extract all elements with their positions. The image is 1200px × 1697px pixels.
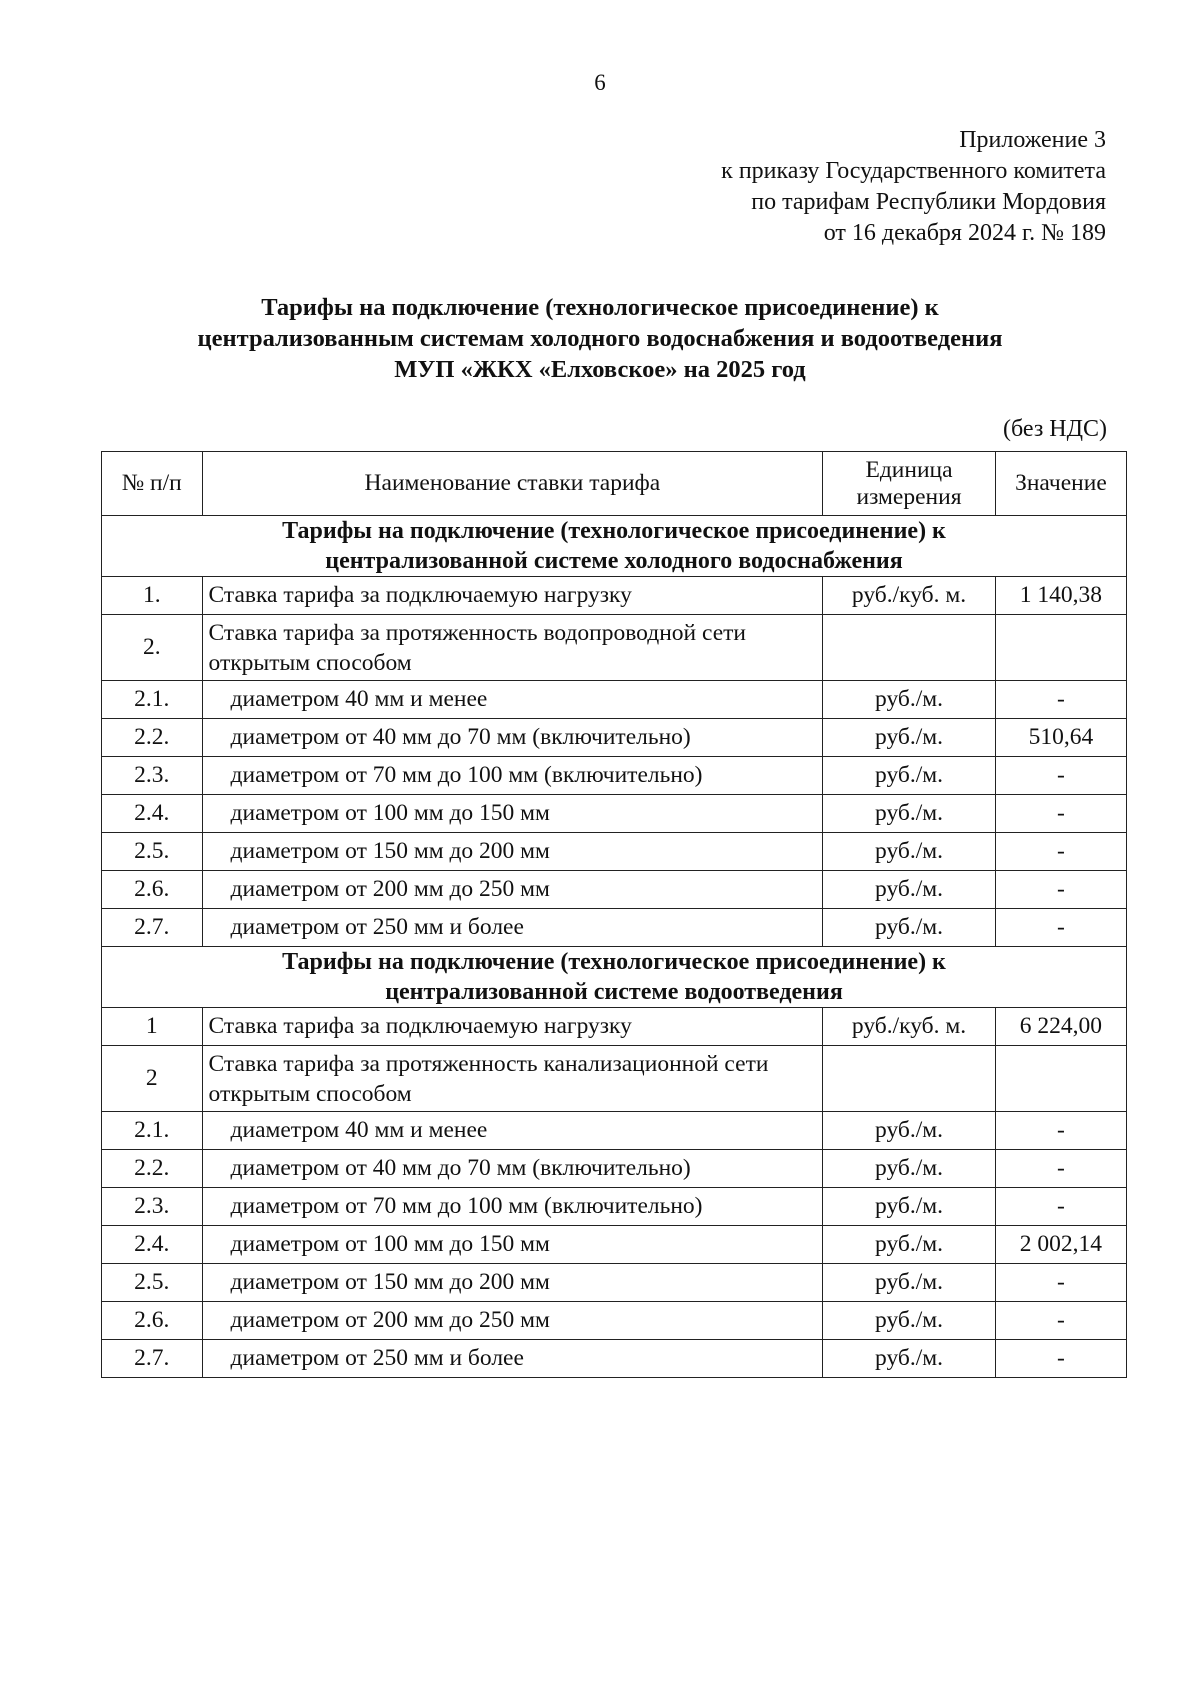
cell-value: - — [995, 1150, 1126, 1188]
appendix-line-1: Приложение 3 — [959, 127, 1106, 153]
cell-name: диаметром от 200 мм до 250 мм — [202, 871, 823, 909]
table-row — [102, 1046, 1127, 1112]
cell-unit: руб./куб. м. — [823, 1008, 996, 1046]
cell-unit: руб./м. — [823, 1188, 996, 1226]
cell-unit — [823, 1046, 996, 1112]
cell-unit: руб./м. — [823, 757, 996, 795]
title-line-2: централизованным системам холодного водоснабжения и водоотведения — [197, 325, 1003, 352]
cell-value: - — [995, 681, 1126, 719]
tariff-table — [101, 451, 1127, 1378]
cell-name: диаметром от 70 мм до 100 мм (включительно) — [202, 757, 823, 795]
cell-num: 1 — [102, 1008, 203, 1046]
page-number: 6 — [594, 70, 606, 95]
cell-num: 2.4. — [102, 1226, 203, 1264]
cell-name: диаметром от 70 мм до 100 мм (включительно) — [202, 1188, 823, 1226]
cell-value: - — [995, 795, 1126, 833]
cell-value: - — [995, 1188, 1126, 1226]
section-heading-line: централизованной системе водоотведения — [385, 979, 843, 1005]
table-row — [102, 615, 1127, 681]
cell-unit: руб./м. — [823, 795, 996, 833]
cell-unit: руб./м. — [823, 1302, 996, 1340]
cell-unit: руб./м. — [823, 833, 996, 871]
cell-unit: руб./м. — [823, 871, 996, 909]
table-row — [102, 681, 1127, 719]
cell-unit: руб./м. — [823, 1150, 996, 1188]
cell-name: диаметром от 150 мм до 200 мм — [202, 833, 823, 871]
cell-value: - — [995, 1112, 1126, 1150]
cell-num: 2.2. — [102, 1150, 203, 1188]
cell-num: 2.7. — [102, 1340, 203, 1378]
cell-value — [995, 1046, 1126, 1112]
cell-unit: руб./м. — [823, 1112, 996, 1150]
cell-name: Ставка тарифа за протяженность канализационной сети открытым способом — [202, 1046, 823, 1112]
cell-unit: руб./м. — [823, 681, 996, 719]
cell-unit: руб./м. — [823, 719, 996, 757]
table-row — [102, 795, 1127, 833]
cell-value — [995, 615, 1126, 681]
vat-note: (без НДС) — [1002, 416, 1107, 442]
cell-value: 510,64 — [995, 719, 1126, 757]
section-heading-line: Тарифы на подключение (технологическое присоединение) к — [282, 518, 946, 544]
cell-value: - — [995, 833, 1126, 871]
table-row — [102, 1340, 1127, 1378]
section-heading-line: централизованной системе холодного водоснабжения — [325, 548, 903, 574]
cell-name: диаметром от 100 мм до 150 мм — [202, 795, 823, 833]
cell-value: - — [995, 909, 1126, 947]
table-row — [102, 1226, 1127, 1264]
document-title — [100, 292, 1100, 385]
cell-num: 2.5. — [102, 833, 203, 871]
cell-num: 2.3. — [102, 1188, 203, 1226]
cell-name: диаметром от 100 мм до 150 мм — [202, 1226, 823, 1264]
section-heading — [102, 516, 1127, 577]
table-row — [102, 757, 1127, 795]
table-header-row — [102, 452, 1127, 516]
cell-value: 1 140,38 — [995, 577, 1126, 615]
cell-name: диаметром от 250 мм и более — [202, 909, 823, 947]
cell-value: - — [995, 1340, 1126, 1378]
cell-name: Ставка тарифа за подключаемую нагрузку — [202, 577, 823, 615]
cell-name: диаметром от 40 мм до 70 мм (включительно) — [202, 719, 823, 757]
cell-value: - — [995, 757, 1126, 795]
table-row — [102, 719, 1127, 757]
table-row — [102, 871, 1127, 909]
cell-num: 2. — [102, 615, 203, 681]
cell-num: 2.6. — [102, 1302, 203, 1340]
cell-unit: руб./куб. м. — [823, 577, 996, 615]
table-row — [102, 1150, 1127, 1188]
cell-num: 2.2. — [102, 719, 203, 757]
table-row — [102, 909, 1127, 947]
cell-name: диаметром от 40 мм до 70 мм (включительно) — [202, 1150, 823, 1188]
cell-name: диаметром от 250 мм и более — [202, 1340, 823, 1378]
cell-num: 2.1. — [102, 1112, 203, 1150]
table-row — [102, 1112, 1127, 1150]
table-row — [102, 1302, 1127, 1340]
header-num: № п/п — [102, 452, 203, 516]
cell-name: диаметром 40 мм и менее — [202, 1112, 823, 1150]
cell-num: 2.3. — [102, 757, 203, 795]
cell-value: 6 224,00 — [995, 1008, 1126, 1046]
table-row — [102, 1264, 1127, 1302]
cell-num: 2.4. — [102, 795, 203, 833]
cell-name: диаметром 40 мм и менее — [202, 681, 823, 719]
cell-num: 1. — [102, 577, 203, 615]
cell-name: Ставка тарифа за протяженность водопроводной сети открытым способом — [202, 615, 823, 681]
cell-value: 2 002,14 — [995, 1226, 1126, 1264]
cell-name: диаметром от 200 мм до 250 мм — [202, 1302, 823, 1340]
cell-value: - — [995, 1302, 1126, 1340]
header-name: Наименование ставки тарифа — [202, 452, 823, 516]
header-value: Значение — [995, 452, 1126, 516]
cell-unit: руб./м. — [823, 909, 996, 947]
appendix-line-2: к приказу Государственного комитета — [721, 158, 1106, 184]
section-heading-row — [102, 947, 1127, 1008]
table-row — [102, 1008, 1127, 1046]
cell-num: 2 — [102, 1046, 203, 1112]
title-line-3: МУП «ЖКХ «Елховское» на 2025 год — [394, 356, 806, 383]
header-unit: Единица измерения — [823, 452, 996, 516]
cell-num: 2.7. — [102, 909, 203, 947]
section-heading-row — [102, 516, 1127, 577]
appendix-line-3: по тарифам Республики Мордовия — [751, 189, 1106, 215]
cell-unit: руб./м. — [823, 1264, 996, 1302]
cell-value: - — [995, 871, 1126, 909]
title-line-1: Тарифы на подключение (технологическое присоединение) к — [261, 294, 939, 321]
cell-num: 2.5. — [102, 1264, 203, 1302]
cell-num: 2.1. — [102, 681, 203, 719]
cell-unit — [823, 615, 996, 681]
appendix-header — [506, 125, 1106, 249]
section-heading — [102, 947, 1127, 1008]
table-row — [102, 1188, 1127, 1226]
cell-unit: руб./м. — [823, 1226, 996, 1264]
cell-unit: руб./м. — [823, 1340, 996, 1378]
table-row — [102, 577, 1127, 615]
cell-value: - — [995, 1264, 1126, 1302]
table-row — [102, 833, 1127, 871]
cell-name: диаметром от 150 мм до 200 мм — [202, 1264, 823, 1302]
cell-name: Ставка тарифа за подключаемую нагрузку — [202, 1008, 823, 1046]
cell-num: 2.6. — [102, 871, 203, 909]
appendix-line-4: от 16 декабря 2024 г. № 189 — [823, 220, 1106, 246]
section-heading-line: Тарифы на подключение (технологическое присоединение) к — [282, 949, 946, 975]
